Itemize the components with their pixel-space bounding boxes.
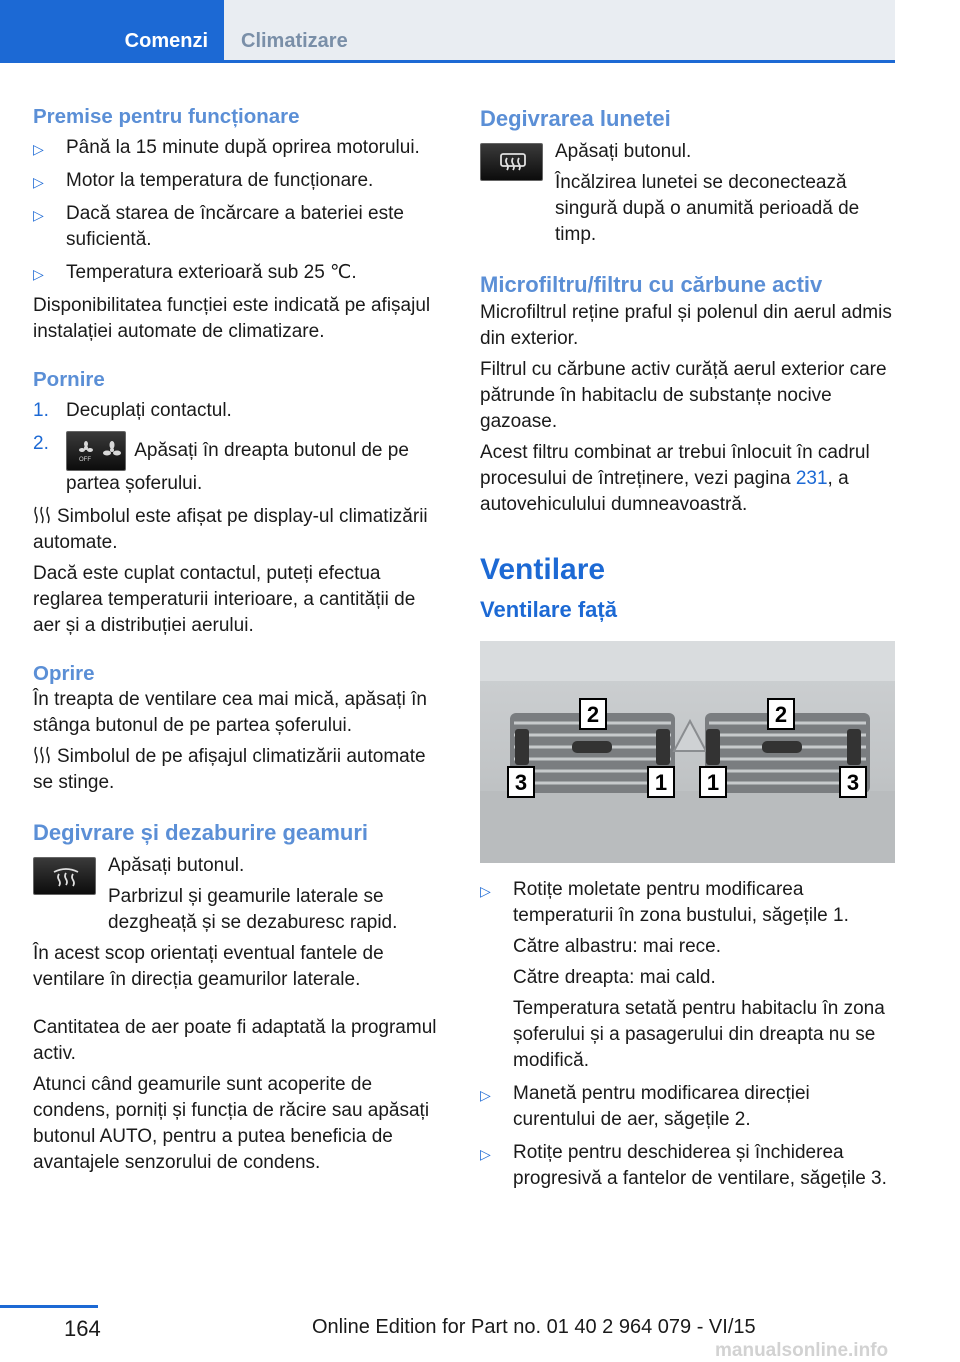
degivrare-heading: Degivrare și dezaburire geamuri [33, 820, 369, 845]
bullet-arrow-icon: ▷ [33, 207, 44, 223]
bullet-arrow-icon: ▷ [480, 1087, 491, 1103]
fan-off-button-image [66, 431, 126, 471]
bullet-arrow-icon: ▷ [33, 266, 44, 282]
list-item: ▷ Manetă pentru modificarea direcției curentului de aer, săgețile 2. [480, 1083, 810, 1130]
heat-waves-icon [33, 505, 51, 525]
degivrare-text: Parbrizul și geamurile laterale se dezgheață și se dezaburesc rapid. [108, 886, 398, 933]
bullet-arrow-icon: ▷ [33, 174, 44, 190]
pornire-symbol-text: Simbolul este afișat pe display-ul climatizării automate. [33, 506, 428, 553]
watermark: manualsonline.info [715, 1340, 889, 1361]
list-item: 2. OFF Apăsați în dreapta butonul de pe partea șoferului. [33, 433, 409, 494]
list-item: ▷ Rotițe pentru deschiderea și închiderea progresivă a fantelor de ventilare, săgețile 3. [480, 1142, 887, 1189]
premise-list [33, 135, 448, 286]
windshield-defrost-button-image [33, 857, 96, 895]
front-vents-photo [480, 641, 895, 863]
vent-sub-1: Către albastru: mai rece. [513, 936, 722, 957]
windshield-defrost-icon [52, 866, 80, 888]
pornire-steps [33, 398, 448, 497]
page-link-231[interactable]: 231 [795, 468, 828, 489]
vent-illustration [480, 641, 895, 863]
chapter-title: Ventilare [480, 553, 606, 586]
right-column [480, 104, 895, 1199]
tab-climatizare[interactable]: Climatizare [241, 29, 348, 52]
footer-rule [0, 1305, 98, 1308]
svg-text:1: 1 [654, 770, 668, 795]
windshield-defrost-block [33, 853, 448, 936]
svg-text:2: 2 [774, 702, 788, 727]
vent-sub-3: Temperatura setată pentru habitaclu în zona șoferului și a pasagerului din dreapta nu se modifică. [513, 998, 885, 1071]
fan-icon [75, 441, 121, 463]
rear-window-defrost-icon [499, 152, 527, 174]
premise-heading: Premise pentru funcționare [33, 105, 300, 128]
degivrare-note: În acest scop orientați eventual fantele de ventilare în direcția geamurilor laterale. [33, 943, 384, 990]
cantitate-text: Cantitatea de aer poate fi adaptată la programul activ. [33, 1017, 437, 1064]
list-item: ▷ Temperatura exterioară sub 25 ℃. [33, 260, 448, 286]
heat-waves-icon [33, 745, 51, 765]
svg-text:2: 2 [586, 702, 600, 727]
svg-text:3: 3 [846, 770, 860, 795]
filtru-p2: Filtrul cu cărbune activ curăță aerul exterior care pătrunde în habitaclu de substanțe nocive gazoase. [480, 359, 887, 432]
section-title: Ventilare față [480, 597, 617, 622]
filtru-heading: Microfiltru/filtru cu cărbune activ [480, 272, 823, 297]
bullet-arrow-icon: ▷ [33, 141, 44, 157]
luneta-heading: Degivrarea lunetei [480, 106, 671, 131]
left-column [33, 104, 448, 1176]
vent-sub-2: Către dreapta: mai cald. [513, 967, 716, 988]
svg-text:OFF: OFF [79, 457, 91, 463]
svg-text:3: 3 [514, 770, 528, 795]
oprire-text: În treapta de ventilare cea mai mică, apăsați în stânga butonul de pe partea șoferului. [33, 689, 427, 736]
list-item: 1. Decuplați contactul. [33, 400, 232, 421]
list-item: ▷ Motor la temperatura de funcționare. [33, 168, 448, 194]
premise-note: Disponibilitatea funcției este indicată pe afișajul instalației automate de climatizare. [33, 295, 431, 342]
edition-text: Online Edition for Part no. 01 40 2 964 079 - VI/15 [312, 1316, 756, 1338]
filtru-p3: Acest filtru combinat ar trebui înlocuit în cadrul procesului de întreținere, vezi pagina 231, a autovehiculului dumneavoastră. [480, 442, 870, 515]
bullet-arrow-icon: ▷ [480, 1146, 491, 1162]
tab-comenzi[interactable]: Comenzi [0, 0, 224, 63]
luneta-text: Încălzirea lunetei se deconectează singură după o anumită perioadă de timp. [555, 172, 860, 245]
page-number: 164 [64, 1316, 101, 1341]
pornire-note: Dacă este cuplat contactul, puteți efectua reglarea temperaturii interioare, a cantității de aer și a distribuției aerului. [33, 563, 416, 636]
rear-defrost-block [480, 139, 895, 248]
vent-list [480, 877, 895, 1192]
list-item: ▷ Dacă starea de încărcare a bateriei este suficientă. [33, 203, 404, 250]
condens-text: Atunci când geamurile sunt acoperite de condens, porniți și funcția de răcire sau apăsați butonul AUTO, pentru a putea beneficia de avantajele senzorului de condens. [33, 1074, 430, 1173]
filtru-p1: Microfiltrul reține praful și polenul din aerul admis din exterior. [480, 302, 892, 349]
oprire-symbol-text: Simbolul de pe afișajul climatizării automate se stinge. [33, 746, 426, 793]
page-header [0, 0, 960, 62]
list-item: ▷ Rotițe moletate pentru modificarea temperaturii în zona bustului, săgețile 1. Către albastru: mai rece. Către dreapta: mai cald. Temperatura setată pentru habitaclu în zona șoferului și a pasagerului din dreapta nu se modifică. [480, 877, 895, 1074]
pornire-heading: Pornire [33, 368, 105, 391]
luneta-press: Apăsați butonul. [555, 141, 692, 162]
bullet-arrow-icon: ▷ [480, 883, 491, 899]
list-item: ▷ Până la 15 minute după oprirea motorului. [33, 135, 448, 161]
svg-text:1: 1 [706, 770, 720, 795]
oprire-heading: Oprire [33, 662, 95, 685]
degivrare-press: Apăsați butonul. [108, 855, 245, 876]
rear-window-defrost-button-image [480, 143, 543, 181]
